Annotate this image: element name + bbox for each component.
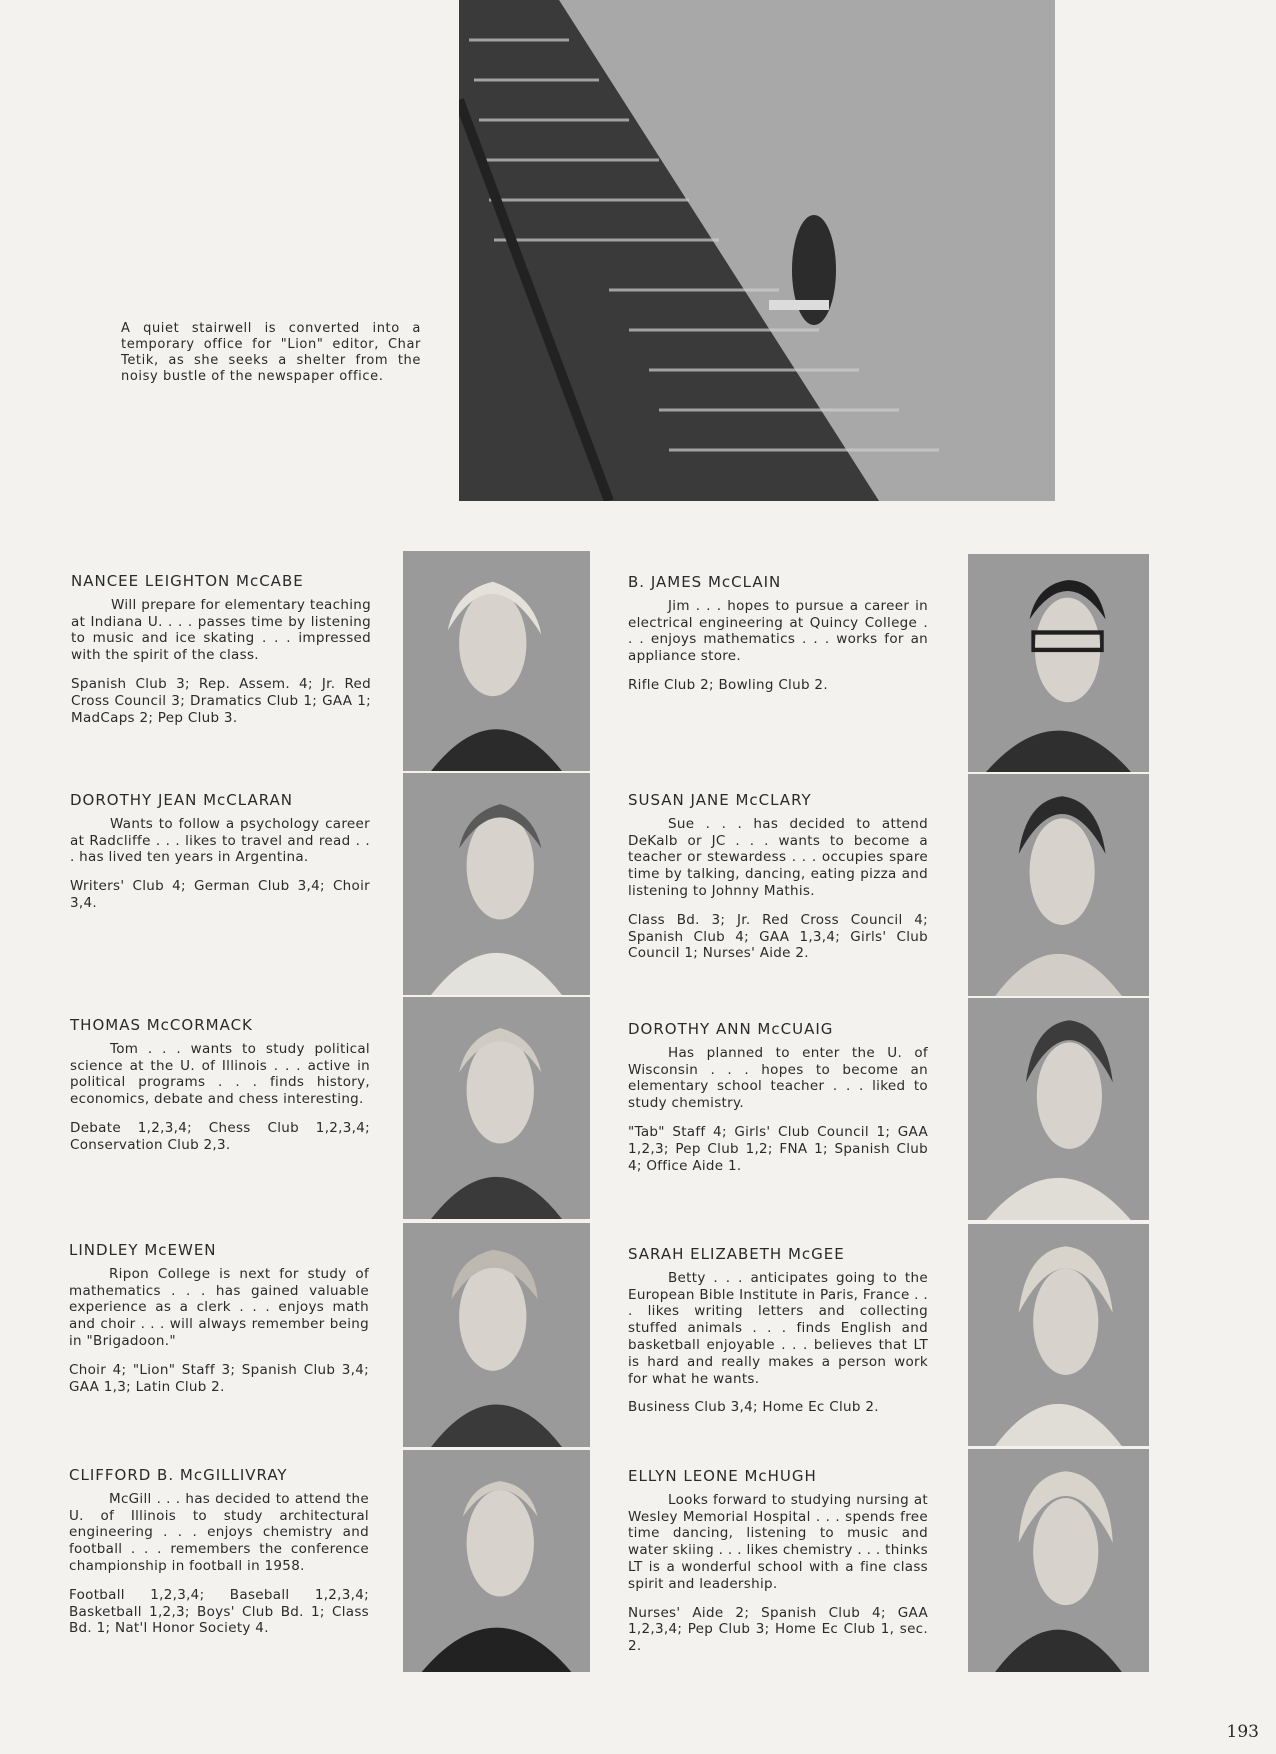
student-portrait <box>968 1224 1149 1446</box>
student-description: Looks forward to studying nursing at Wesley Memorial Hospital . . . spends free time dancing, listening to music and water skiing . . . likes chemistry . . . thinks LT is a wonderful school with a fine class spirit and leadership. <box>628 1491 928 1592</box>
student-portrait <box>403 1223 590 1447</box>
student-name: DOROTHY ANN McCUAIG <box>628 1020 834 1038</box>
student-activities: Class Bd. 3; Jr. Red Cross Council 4; Spanish Club 4; GAA 1,3,4; Girls' Club Council 1; Nurses' Aide 2. <box>628 911 928 962</box>
student-activities: Spanish Club 3; Rep. Assem. 4; Jr. Red Cross Council 3; Dramatics Club 1; GAA 1; MadCaps 2; Pep Club 3. <box>71 675 371 726</box>
student-name: ELLYN LEONE McHUGH <box>628 1467 817 1485</box>
stairwell-photo <box>459 0 1055 501</box>
student-activities: Debate 1,2,3,4; Chess Club 1,2,3,4; Conservation Club 2,3. <box>70 1119 370 1153</box>
student-description: Betty . . . anticipates going to the European Bible Institute in Paris, France . . . likes writing letters and collecting stuffed animals . . . finds English and basketball enjoyable . . . believes that LT is hard and really makes a person work for what he wants. <box>628 1269 928 1387</box>
student-portrait <box>403 773 590 995</box>
student-entry <box>628 1246 928 1416</box>
student-entry <box>628 1468 928 1655</box>
student-description: Ripon College is next for study of mathematics . . . has gained valuable experience as a clerk . . . enjoys math and choir . . . will always remember being in "Brigadoon." <box>69 1265 369 1349</box>
page-number: 193 <box>1226 1722 1259 1742</box>
student-portrait <box>968 774 1149 996</box>
student-portrait <box>968 998 1149 1220</box>
student-entry <box>70 792 370 912</box>
student-entry <box>69 1242 369 1395</box>
student-activities: Choir 4; "Lion" Staff 3; Spanish Club 3,4; GAA 1,3; Latin Club 2. <box>69 1361 369 1395</box>
student-name: CLIFFORD B. McGILLIVRAY <box>69 1466 288 1484</box>
student-description: McGill . . . has decided to attend the U. of Illinois to study architectural engineering . . . enjoys chemistry and football . . . remembers the conference championship in football in 1958. <box>69 1490 369 1574</box>
student-name: SARAH ELIZABETH McGEE <box>628 1245 845 1263</box>
student-activities: Football 1,2,3,4; Baseball 1,2,3,4; Basketball 1,2,3; Boys' Club Bd. 1; Class Bd. 1; Nat'l Honor Society 4. <box>69 1586 369 1637</box>
student-description: Wants to follow a psychology career at Radcliffe . . . likes to travel and read . . . has lived ten years in Argentina. <box>70 815 370 866</box>
student-portrait <box>403 1450 590 1672</box>
student-portrait <box>968 554 1149 772</box>
student-activities: Business Club 3,4; Home Ec Club 2. <box>628 1399 879 1416</box>
student-description: Sue . . . has decided to attend DeKalb or JC . . . wants to become a teacher or stewardess . . . occupies spare time by talking, dancing, eating pizza and listening to Johnny Mathis. <box>628 815 928 899</box>
student-entry <box>71 573 371 726</box>
student-activities: Writers' Club 4; German Club 3,4; Choir 3,4. <box>70 878 370 911</box>
student-name: B. JAMES McCLAIN <box>628 573 782 591</box>
student-description: Has planned to enter the U. of Wisconsin . . . hopes to become an elementary school teacher . . . liked to study chemistry. <box>628 1044 928 1112</box>
student-entry <box>628 574 928 694</box>
student-name: LINDLEY McEWEN <box>69 1241 217 1259</box>
student-activities: Nurses' Aide 2; Spanish Club 4; GAA 1,2,3,4; Pep Club 3; Home Ec Club 1, sec. 2. <box>628 1604 928 1655</box>
student-entry <box>69 1467 369 1637</box>
student-activities: "Tab" Staff 4; Girls' Club Council 1; GAA 1,2,3; Pep Club 1,2; FNA 1; Spanish Club 4; Office Aide 1. <box>628 1123 928 1174</box>
student-description: Tom . . . wants to study political science at the U. of Illinois . . . active in political programs . . . finds history, economics, debate and chess interesting. <box>70 1040 370 1108</box>
student-portrait <box>403 551 590 771</box>
student-name: DOROTHY JEAN McCLARAN <box>70 791 294 809</box>
student-name: NANCEE LEIGHTON McCABE <box>71 572 304 590</box>
student-name: THOMAS McCORMACK <box>70 1016 253 1034</box>
student-entry <box>70 1017 370 1154</box>
photo-caption: A quiet stairwell is converted into a temporary office for "Lion" editor, Char Tetik, as she seeks a shelter from the noisy bustle of the newspaper office. <box>121 321 421 384</box>
student-portrait <box>403 997 590 1219</box>
student-entry <box>628 792 928 962</box>
student-description: Jim . . . hopes to pursue a career in electrical engineering at Quincy College . . . enjoys mathematics . . . works for an appliance store. <box>628 597 928 665</box>
student-portrait <box>968 1449 1149 1672</box>
student-entry <box>628 1021 928 1174</box>
student-name: SUSAN JANE McCLARY <box>628 791 812 809</box>
student-description: Will prepare for elementary teaching at Indiana U. . . . passes time by listening to music and ice skating . . . impressed with the spirit of the class. <box>71 596 371 664</box>
student-activities: Rifle Club 2; Bowling Club 2. <box>628 676 828 693</box>
